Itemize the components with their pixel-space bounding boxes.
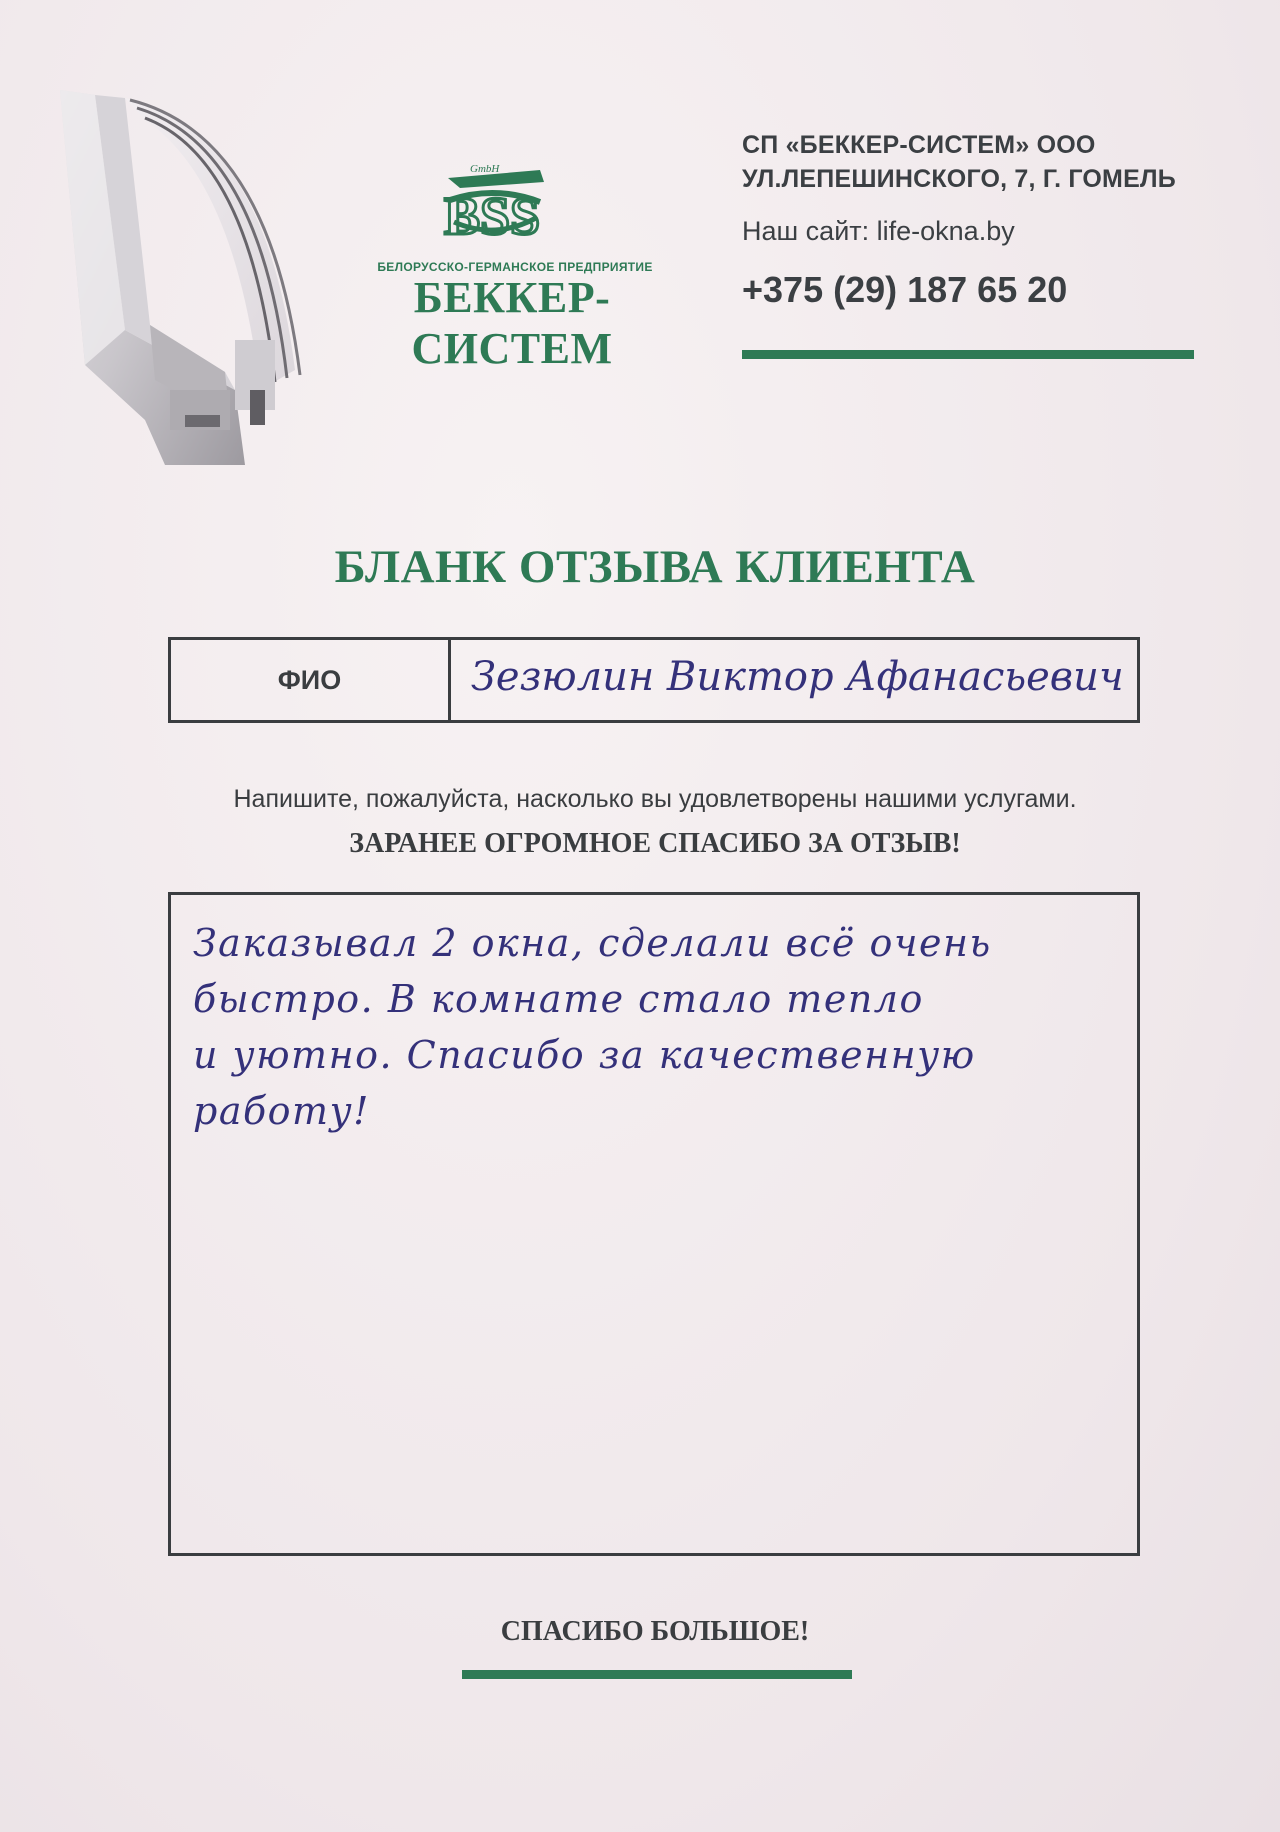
bss-logo-icon — [440, 160, 550, 242]
svg-text:GmbH: GmbH — [470, 163, 500, 175]
form-title: БЛАНК ОТЗЫВА КЛИЕНТА — [334, 541, 976, 593]
review-line: работу! — [193, 1089, 370, 1133]
review-line: Заказывал 2 окна, сделали всё очень — [193, 921, 992, 965]
window-profile-illustration — [55, 90, 310, 470]
logo-subtitle: БЕЛОРУССКО-ГЕРМАНСКОЕ ПРЕДПРИЯТИЕ — [377, 260, 653, 274]
company-logo — [320, 160, 700, 373]
advance-thanks: ЗАРАНЕЕ ОГРОМНОЕ СПАСИБО ЗА ОТЗЫВ! — [349, 828, 961, 859]
footer-thanks: СПАСИБО БОЛЬШОЕ! — [500, 1616, 810, 1647]
review-handwritten-text — [193, 915, 1123, 1139]
company-website: Наш сайт: life-okna.by — [742, 216, 1015, 246]
logo-company-name: БЕККЕР-СИСТЕМ — [411, 273, 613, 373]
review-line: быстро. В комнате стало тепло — [193, 977, 924, 1021]
company-info — [742, 128, 1222, 311]
header-divider — [742, 350, 1194, 359]
company-legal-name: СП «БЕККЕР-СИСТЕМ» ООО — [742, 131, 1096, 159]
review-box — [168, 892, 1140, 1556]
satisfaction-prompt: Напишите, пожалуйста, насколько вы удовлетворены нашими услугами. — [233, 785, 1077, 813]
company-phone: +375 (29) 187 65 20 — [742, 269, 1068, 310]
company-address: УЛ.ЛЕПЕШИНСКОГО, 7, Г. ГОМЕЛЬ — [742, 165, 1176, 193]
review-line: и уютно. Спасибо за качественную — [193, 1033, 976, 1077]
fio-handwritten-value: Зезюлин Виктор Афанасьевич — [471, 654, 1124, 700]
fio-label: ФИО — [171, 640, 451, 720]
footer-divider — [462, 1670, 852, 1679]
fio-row — [168, 637, 1140, 723]
svg-text:BSS: BSS — [444, 186, 541, 242]
